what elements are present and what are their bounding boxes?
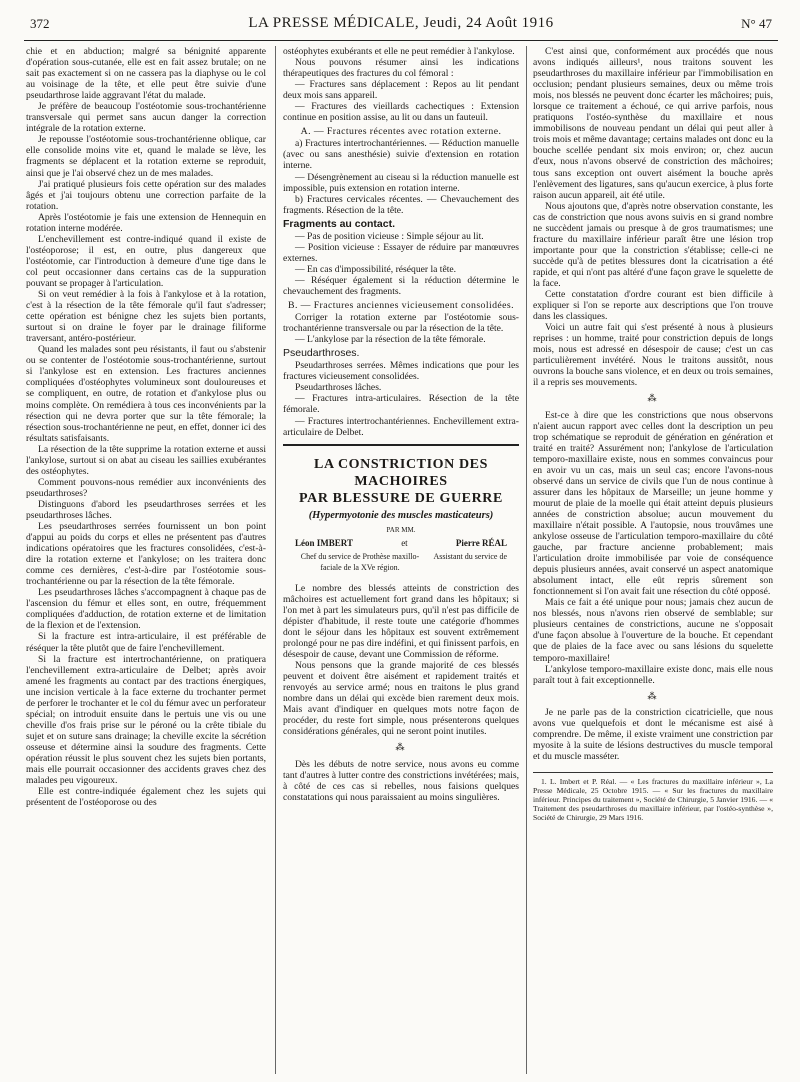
footnote: 1. L. Imbert et P. Réal. — « Les fractures du maxillaire inférieur », La Presse Médicale, 25 Octobre 1915. — « Sur les fractures du maxillaire inférieur. Principes du traitement », Société de Chirurgie, 5 Janvier 1916. — « Traitement des pseudarthroses du maxillaire inférieur, par l'ostéo-synthèse », Société de Chirurgie, 29 Mars 1916. xyxy=(533,776,773,822)
article-title: LA CONSTRICTION DES MACHOIRES xyxy=(314,456,488,489)
paragraph: chie et en abduction; malgré sa bénignité apparente d'opération sous-cutanée, elle est en fait assez brutale; on ne sait pas exactement si on ne cassera pas la diaphyse ou le col au voisinage de la tête, et elle peut être suivie d'une pseudarthrose laide aggravant l'état du malade. xyxy=(26,46,266,102)
author-roles xyxy=(283,551,519,573)
page-header xyxy=(24,12,778,41)
paragraph: ostéophytes exubérants et elle ne peut remédier à l'ankylose. xyxy=(283,46,515,57)
paragraph: Je ne parle pas de la constriction cicatricielle, que nous avons vue quelquefois et dont le mécanisme est aisé à comprendre. De même, il existe vraiment une constriction par myosite à la suite de lésions destructives du muscle temporal et du muscle masséter. xyxy=(533,706,773,762)
heading-fragments: Fragments au contact. xyxy=(283,217,396,230)
paragraph: Cette constatation d'ordre courant est bien difficile à expliquer si l'on se reporte aux descriptions que l'on trouve dans les classiques. xyxy=(533,289,773,323)
paragraph: — Pas de position vicieuse : Simple séjour au lit. xyxy=(295,230,484,242)
paragraph: Est-ce à dire que les constrictions que nous observons n'aient aucun rapport avec celles dont la description un peu trop schématique se reproduit de génération en génération et traité en traité? Assurément non; l'ankylose de l'articulation temporo-maxillaire existe, nous en sommes convaincus pour en avoir vu un cas, mais un seul cas; encore l'avons-nous observé dans un service de civils que l'un de nous continue à assurer dans les hôpitaux de Marseille; un jeune homme y mourut de plaie de la moelle qui était atteint depuis plusieurs années de constriction absolue; aucun mouvement du maxillaire n'était possible. A l'autopsie, nous trouvâmes une ankylose osseuse de l'articulation temporo-maxillaire du côté gauche, par fracture ancienne probablement; mais l'articulation droite immobilisée par voie de conséquence depuis plusieurs années, avait conservé un aspect anatomique absolument intact, elle eût repris sûrement son fonctionnement si l'on avait fait une résection du côté opposé. xyxy=(533,409,773,598)
paragraph: — Désengrènement au ciseau si la réduction manuelle est impossible, puis extension en rotation interne. xyxy=(283,171,519,194)
paragraph: Les pseudarthroses serrées fournissent un bon point d'appui au poids du corps et elles ne présentent pas d'autres indications opératoires que les fractures consolidées, c'est-à-dire la rotation externe et l'ankylose; on les traitera donc comme ces dernières, c'est-à-dire par l'ostéotomie sous-trochantérienne ou par la résection de la tête fémorale. xyxy=(26,521,266,588)
paragraph: La résection de la tête supprime la rotation externe et aussi l'ankylose, surtout si on abat au ciseau les saillies exubérantes des ostéophytes. xyxy=(26,443,266,477)
issue-number: N° 47 xyxy=(741,16,772,31)
author-role-1: Chef du service de Prothèse maxillo-faciale de la XVe région. xyxy=(300,551,420,572)
paragraph: Nous ajoutons que, d'après notre observation constante, les cas de constriction que nous avons suivis en si grand nombre ne succèdent jamais ou presque à de gros traumatismes; une fracture du maxillaire inférieur paraît être une lésion trop importante pour que la constriction s'établisse; celle-ci ne succède qu'à de petites blessures dont la cicatrisation a été rapide, et qui n'ont pas altéré d'une façon grave le squelette de la face. xyxy=(533,200,773,289)
paragraph: Si la fracture est intra-articulaire, il est préférable de réséquer la tête plutôt que de faire l'enchevillement. xyxy=(26,631,266,654)
paragraph: Dès les débuts de notre service, nous avons eu comme tant d'autres à lutter contre des constrictions invétérées; mais, à côté de ces cas si rebelles, nous faisions quelques constatations qui nous paraissaient au moins singulières. xyxy=(283,758,519,803)
paragraph: Mais ce fait a été unique pour nous; jamais chez aucun de nos blessés, nous n'avons rien observé de semblable; sur plusieurs centaines de constrictions, aucune ne s'opposait d'une façon absolue à l'ouverture de la bouche. Et cependant que de plaies de la face avec ou sans lésions du squelette temporo-maxillaire! xyxy=(533,597,773,664)
paragraph: — Fractures intertrochantériennes. Enchevillement extra-articulaire de Delbet. xyxy=(283,415,519,438)
paragraph: Les pseudarthroses lâches s'accompagnent à chaque pas de l'ascension du fémur et elles sont, en outre, fréquemment compliquées d'adduction, de rotation externe et de limitation de la flexion et de l'extension. xyxy=(26,587,266,632)
paragraph: J'ai pratiqué plusieurs fois cette opération sur des malades âgés et j'ai toujours obtenu une correction parfaite de la rotation. xyxy=(26,178,266,212)
author-conjunction: et xyxy=(401,537,408,548)
section-separator: ⁂ xyxy=(647,690,659,701)
paragraph: L'enchevillement est contre-indiqué quand il existe de l'ostéoporose; il est, en outre, plus dangereux que l'ostéotomie, car l'introduction à demeure d'une tige dans le col peut occasionner dans certains cas de la suppuration pouvant se propager à l'articulation. xyxy=(26,233,266,289)
paragraph: L'ankylose temporo-maxillaire existe donc, mais elle nous paraît tout à fait exceptionnelle. xyxy=(533,663,773,686)
paragraph: Elle est contre-indiquée également chez les sujets qui présentent de l'ostéoporose ou des xyxy=(26,786,266,809)
column-middle xyxy=(283,46,519,1074)
paragraph: Je repousse l'ostéotomie sous-trochantérienne oblique, car elle consolide moins vite et, quand le malade se lève, les fragments se déplacent et la rotation externe se reproduit, ainsi que je l'ai observé chez un de mes malades. xyxy=(26,134,266,179)
paragraph: — Fractures sans déplacement : Repos au lit pendant deux mois sans appareil. xyxy=(283,79,519,102)
column-rule xyxy=(526,46,527,1074)
paragraph: C'est ainsi que, conformément aux procédés que nous avons indiqués ailleurs¹, nous traitons souvent les pseudarthroses du maxillaire inférieur par l'immobilisation en occlusion; pendant plusieurs semaines, deux ou même trois mois, nos blessés ne peuvent donc écarter les mâchoires; puis, lorsque ce traitement a échoué, ce qui arrive parfois, nous pratiquons l'ostéo-synthèse du maxillaire et nous immobilisons de nouveau pendant un délai qui peut aller à trois mois et même davantage; certains malades ont donc eu la bouche scellée pendant six mois environ; or, chez aucun d'eux, nous n'avons observé de constriction des mâchoires; tous sans exception ont ouvert aisément la bouche après l'enlèvement des ligatures, sans qu'aucun exercice, à plus forte raison aucun appareil, ait été utile. xyxy=(533,46,773,201)
byline: PAR MM. xyxy=(386,525,416,534)
paragraph: Pseudarthroses lâches. xyxy=(295,382,382,394)
paragraph: — Fractures intra-articulaires. Résection de la tête fémorale. xyxy=(283,393,519,416)
column-left xyxy=(26,46,266,1074)
paragraph: b) Fractures cervicales récentes. — Chevauchement des fragments. Résection de la tête. xyxy=(283,193,519,216)
paragraph: Pseudarthroses serrées. Mêmes indications que pour les fractures vicieusement consolidées. xyxy=(283,360,519,383)
author-imbert: Léon IMBERT xyxy=(295,537,353,548)
heading-pseudarthroses: Pseudarthroses. xyxy=(283,347,360,360)
paragraph: Quand les malades sont peu résistants, il faut ou s'abstenir ou se contenter de l'ostéotomie sous-trochantérienne, surtout si l'ankylose est en extension. Les fractures anciennes compliquées d'ostéophytes volumineux sont douloureuses et se compliquent, en outre, de rotation et d'ankylose plus ou moins complète. On remédiera à tous ces inconvénients par la résection qui ne devra porter que sur la tête fémorale; la résection sous-trochantérienne ne peut, en effet, donner ici des résultats satisfaisants. xyxy=(26,344,266,444)
paragraph: — L'ankylose par la résection de la tête fémorale. xyxy=(295,334,486,346)
footnotes xyxy=(533,772,773,822)
section-heading-a: A. — Fractures récentes avec rotation externe. xyxy=(300,126,502,138)
paragraph: Si on veut remédier à la fois à l'ankylose et à la rotation, c'est à la résection de la tête fémorale qu'il faut s'adresser; cette opération est bénigne chez les sujets bien portants, surtout si on draine le foyer par le drainage filiforme traversant, antéro-postérieur. xyxy=(26,289,266,345)
paragraph: a) Fractures intertrochantériennes. — Réduction manuelle (avec ou sans anesthésie) suivie d'extension en rotation interne. xyxy=(283,138,519,172)
article-title-line2: PAR BLESSURE DE GUERRE xyxy=(299,490,503,506)
article-header xyxy=(283,444,519,573)
paragraph: Le nombre des blessés atteints de constriction des mâchoires est actuellement fort grand dans les hôpitaux; si l'on met à part les simulateurs purs, qu'il n'est pas difficile de dépister d'habitude, il reste toute une catégorie d'hommes dont le séjour dans les hôpitaux est souvent extrêmement prolongé pour ne pas dire indéfini, et qui finissent parfois, en désespoir de cause, devant une Commission de réforme. xyxy=(283,582,519,661)
paragraph: Après l'ostéotomie je fais une extension de Hennequin en rotation interne modérée. xyxy=(26,211,266,234)
column-right xyxy=(533,46,773,1074)
authors xyxy=(283,538,519,549)
article-subtitle: (Hypermyotonie des muscles masticateurs) xyxy=(308,509,494,521)
page-number: 372 xyxy=(30,16,50,31)
paragraph: Nous pensons que la grande majorité de ces blessés peuvent et doivent être aisément et rapidement traités et renvoyés au service armé; nous en traitons le plus grand nombre dans un délai qui excède bien rarement deux mois. Mais avant d'indiquer en quelques mots notre façon de procéder, du reste fort simple, nous présenterons quelques considérations générales, qui ne seront point inutiles. xyxy=(283,660,519,738)
paragraph: Voici un autre fait qui s'est présenté à nous à plusieurs reprises : un homme, traité pour constriction depuis de longs mois, nous est adressé en désespoir de cause; c'est un cas particulièrement invétéré. Nous le traitons aussitôt, nous ouvrons la bouche sans violence, et en deux ou trois semaines, il a repris ses mouvements. xyxy=(533,322,773,389)
paragraph: Je préfère de beaucoup l'ostéotomie sous-trochantérienne transversale qui permet sans aucun danger la correction intégrale de la rotation externe. xyxy=(26,101,266,135)
column-rule xyxy=(275,46,276,1074)
section-separator: ⁂ xyxy=(647,393,659,404)
author-role-2: Assistant du service de xyxy=(433,551,507,561)
paragraph: — Réséquer également si la réduction détermine le chevauchement des fragments. xyxy=(283,274,519,297)
paragraph: Nous pouvons résumer ainsi les indications thérapeutiques des fractures du col fémoral : xyxy=(283,57,519,80)
paragraph: — En cas d'impossibilité, réséquer la tête. xyxy=(295,263,457,275)
paragraph: Corriger la rotation externe par l'ostéotomie sous-trochantérienne transversale ou par la résection de la tête. xyxy=(283,312,519,335)
section-heading-b: B. — Fractures anciennes vicieusement consolidées. xyxy=(288,300,514,312)
author-real: Pierre RÉAL xyxy=(455,537,507,548)
section-separator: ⁂ xyxy=(395,742,407,753)
paragraph: Distinguons d'abord les pseudarthroses serrées et les pseudarthroses lâches. xyxy=(26,498,266,521)
paragraph: Comment pouvons-nous remédier aux inconvénients des pseudarthroses? xyxy=(26,476,266,499)
journal-title: LA PRESSE MÉDICALE, Jeudi, 24 Août 1916 xyxy=(248,15,554,31)
paragraph: Si la fracture est intertrochantérienne, on pratiquera l'enchevillement extra-articulaire de Delbet; après avoir amené les fragments au contact par des tractions énergiques, une incision verticale à la face externe du trochanter permet de perforer le trochanter et le col du fémur avec un perforateur spécial; on introduit ensuite dans le pertuis une vis ou une cheville d'os frais prise sur le péroné ou la crête tibiale du sujet et on suture sans drainage; la cheville excite la sécrétion osseuse et détermine ainsi la soudure des fragments. Cette opération réussit le plus souvent chez les sujets bien portants, mais elle pourrait occasionner des accidents graves chez des malades peu vigoureux. xyxy=(26,653,266,787)
paragraph: — Position vicieuse : Essayer de réduire par manœuvres externes. xyxy=(283,241,519,264)
paragraph: — Fractures des vieillards cachectiques : Extension continue en position assise, au lit ou dans un fauteuil. xyxy=(283,101,519,124)
